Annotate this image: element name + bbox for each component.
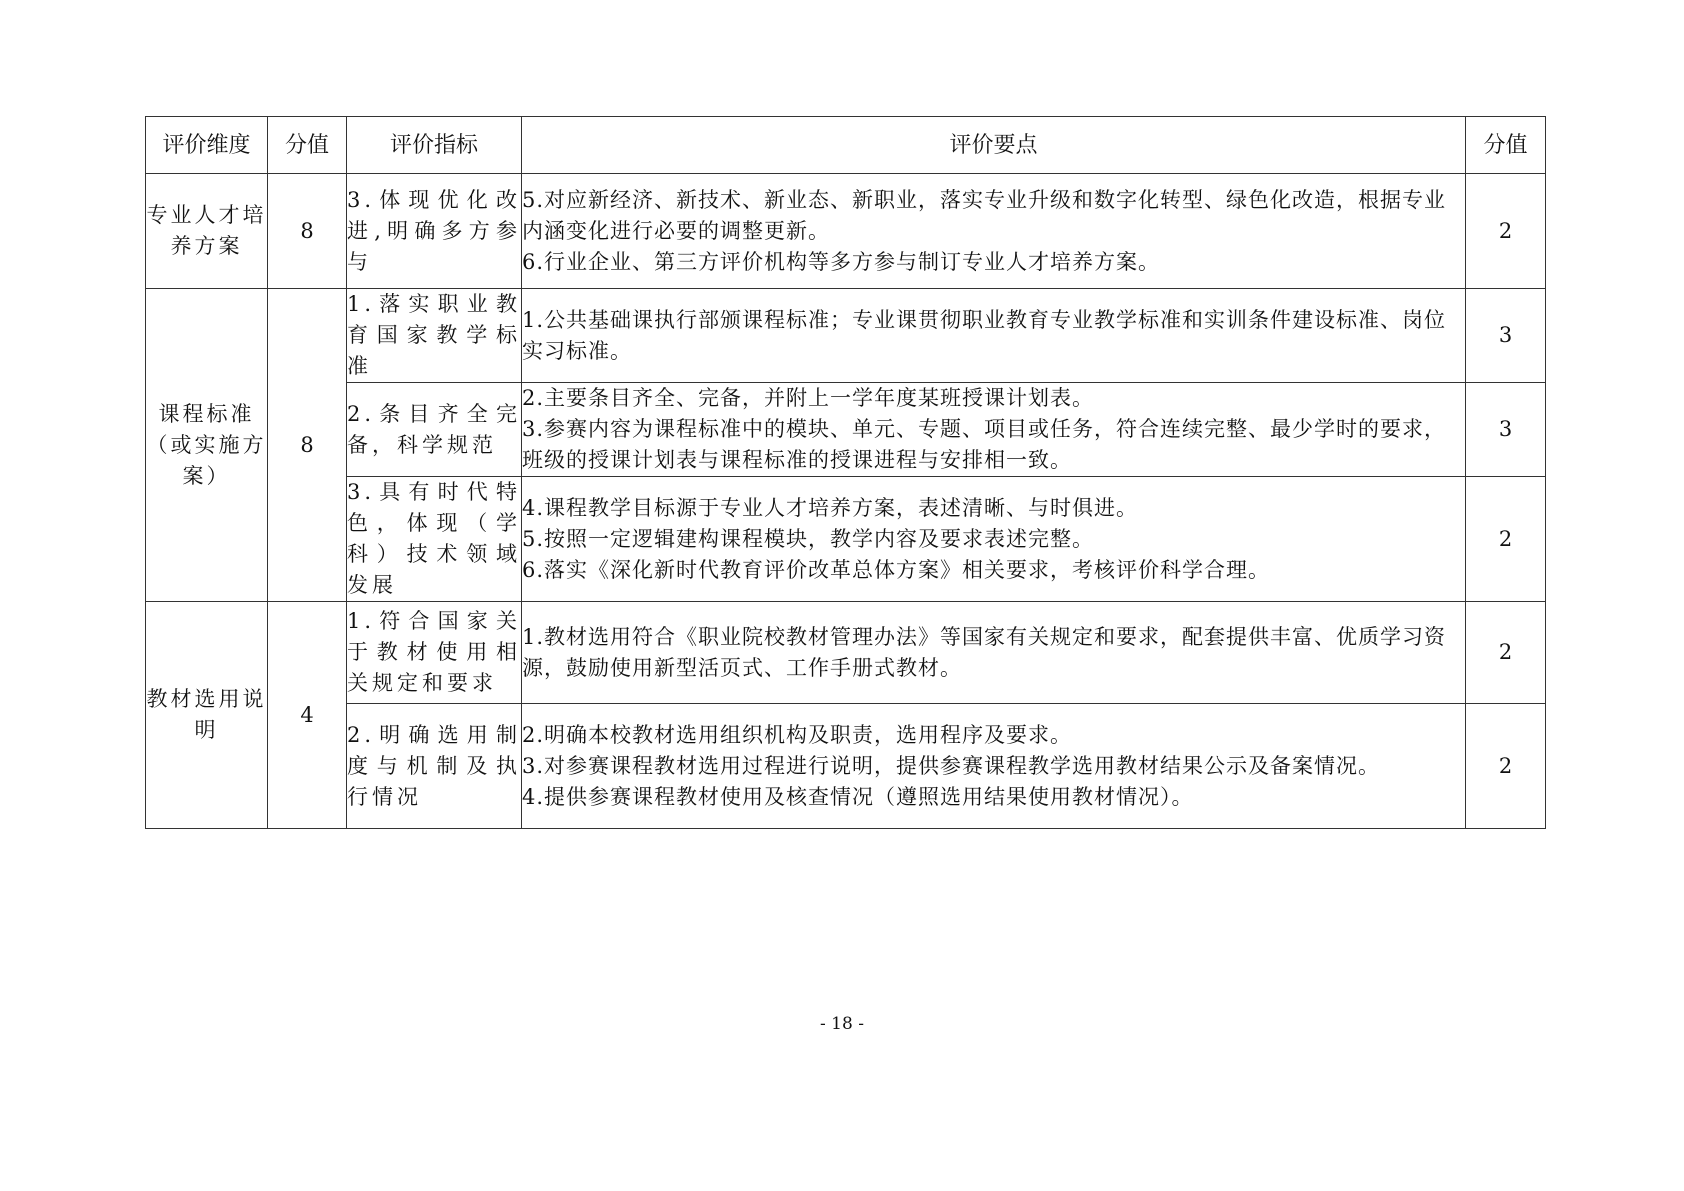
points-cell [522,383,1466,477]
point-item: 1.公共基础课执行部颁课程标准；专业课贯彻职业教育专业教学标准和实训条件建设标准、岗位实习标准。 [522,307,1447,363]
point-item: 3.参赛内容为课程标准中的模块、单元、专题、项目或任务，符合连续完整、最少学时的要求，班级的授课计划表与课程标准的授课进程与安排相一致。 [522,417,1447,472]
value-cell: 3 [1466,383,1546,477]
points-cell [522,174,1466,289]
point-item: 6.落实《深化新时代教育评价改革总体方案》相关要求，考核评价科学合理。 [522,557,1271,582]
value-cell: 2 [1466,174,1546,289]
table-row [146,383,1546,477]
indicator-cell: 3.具有时代特色，体现（学科）技术领域发展 [347,477,522,602]
page-number: - 18 - [820,1014,864,1034]
point-item: 1.教材选用符合《职业院校教材管理办法》等国家有关规定和要求，配套提供丰富、优质学习资源，鼓励使用新型活页式、工作手册式教材。 [522,624,1447,680]
point-item: 4.提供参赛课程教材使用及核查情况（遵照选用结果使用教材情况）。 [522,784,1194,809]
point-item: 3.对参赛课程教材选用过程进行说明，提供参赛课程教学选用教材结果公示及备案情况。 [522,753,1381,778]
header-dimension: 评价维度 [146,117,268,174]
indicator-cell: 2.明确选用制度与机制及执行情况 [347,704,522,829]
header-score: 分值 [268,117,347,174]
dimension-score-cell: 8 [268,289,347,602]
dimension-cell: 教材选用说明 [146,602,268,829]
point-item: 4.课程教学目标源于专业人才培养方案，表述清晰、与时俱进。 [522,495,1139,520]
points-cell [522,477,1466,602]
point-item: 6.行业企业、第三方评价机构等多方参与制订专业人才培养方案。 [522,249,1161,274]
point-item: 2.明确本校教材选用组织机构及职责，选用程序及要求。 [522,722,1073,747]
point-item: 5.对应新经济、新技术、新业态、新职业，落实专业升级和数字化转型、绿色化改造，根据专业内涵变化进行必要的调整更新。 [522,187,1447,243]
indicator-cell: 3.体现优化改进,明确多方参与 [347,174,522,289]
header-value: 分值 [1466,117,1546,174]
point-item: 2.主要条目齐全、完备，并附上一学年度某班授课计划表。 [522,386,1095,410]
points-cell [522,602,1466,704]
table-row [146,477,1546,602]
point-item: 5.按照一定逻辑建构课程模块，教学内容及要求表述完整。 [522,526,1095,551]
dimension-cell: 专业人才培养方案 [146,174,268,289]
table-header-row [146,117,1546,174]
dimension-score-cell: 8 [268,174,347,289]
value-cell: 2 [1466,704,1546,829]
table-row [146,602,1546,704]
table-row [146,289,1546,383]
dimension-score-cell: 4 [268,602,347,829]
value-cell: 2 [1466,602,1546,704]
value-cell: 2 [1466,477,1546,602]
table-row [146,704,1546,829]
header-indicator: 评价指标 [347,117,522,174]
value-cell: 3 [1466,289,1546,383]
points-cell [522,289,1466,383]
indicator-cell: 1.符合国家关于教材使用相关规定和要求 [347,602,522,704]
evaluation-table [145,116,1546,829]
points-cell [522,704,1466,829]
header-points: 评价要点 [522,117,1466,174]
dimension-cell: 课程标准（或实施方案） [146,289,268,602]
table-row [146,174,1546,289]
indicator-cell: 1.落实职业教育国家教学标准 [347,289,522,383]
indicator-cell: 2.条目齐全完备，科学规范 [347,383,522,477]
